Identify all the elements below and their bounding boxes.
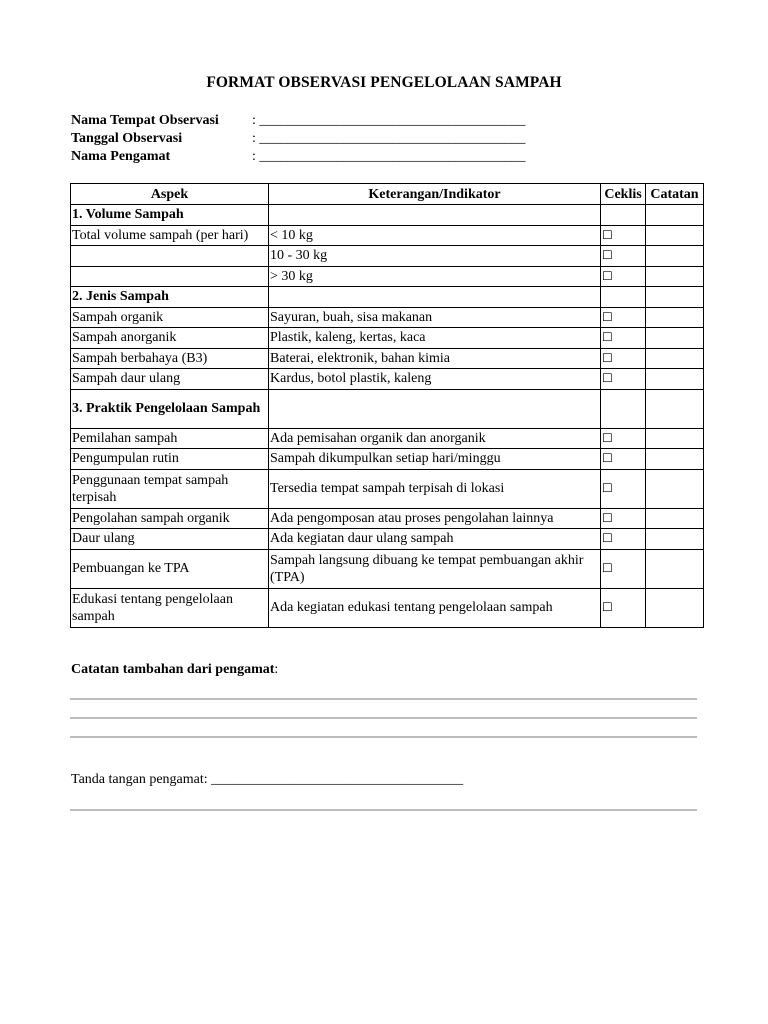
notes-line-2[interactable]	[70, 717, 697, 719]
table-row	[71, 266, 704, 287]
checkbox	[601, 205, 646, 226]
cell-indikator: > 30 kg	[269, 266, 601, 287]
table-row	[71, 469, 704, 508]
column-header-ceklis: Ceklis	[601, 184, 646, 205]
table-row	[71, 389, 704, 428]
table-row	[71, 348, 704, 369]
cell-indikator: < 10 kg	[269, 225, 601, 246]
table-body	[71, 205, 704, 628]
cell-indikator	[269, 205, 601, 226]
cell-catatan[interactable]	[646, 225, 704, 246]
cell-aspek: Pengolahan sampah organik	[71, 508, 269, 529]
cell-indikator: Tersedia tempat sampah terpisah di lokasi	[269, 469, 601, 508]
table-row	[71, 508, 704, 529]
cell-indikator: Sampah dikumpulkan setiap hari/minggu	[269, 449, 601, 470]
column-header-catatan: Catatan	[646, 184, 704, 205]
checkbox[interactable]: ☐	[601, 348, 646, 369]
checkbox[interactable]: ☐	[601, 529, 646, 550]
checkbox[interactable]: ☐	[601, 246, 646, 267]
cell-catatan[interactable]	[646, 588, 704, 627]
table-row	[71, 225, 704, 246]
cell-indikator: 10 - 30 kg	[269, 246, 601, 267]
table-row	[71, 588, 704, 627]
cell-catatan[interactable]	[646, 549, 704, 588]
table-row	[71, 246, 704, 267]
cell-aspek: Sampah anorganik	[71, 328, 269, 349]
table-header-row	[71, 184, 704, 205]
info-row-observer	[71, 148, 525, 166]
table-row	[71, 328, 704, 349]
observation-info	[71, 112, 525, 166]
cell-aspek: Edukasi tentang pengelolaan sampah	[71, 588, 269, 627]
table-row	[71, 449, 704, 470]
checkbox[interactable]: ☐	[601, 588, 646, 627]
cell-aspek: 1. Volume Sampah	[71, 205, 269, 226]
checkbox[interactable]: ☐	[601, 549, 646, 588]
checkbox[interactable]: ☐	[601, 449, 646, 470]
cell-catatan[interactable]	[646, 469, 704, 508]
cell-catatan	[646, 389, 704, 428]
cell-catatan	[646, 287, 704, 308]
cell-catatan	[646, 205, 704, 226]
info-label: Nama Tempat Observasi	[71, 113, 219, 128]
checkbox	[601, 287, 646, 308]
cell-catatan[interactable]	[646, 307, 704, 328]
cell-indikator	[269, 287, 601, 308]
cell-aspek: Sampah berbahaya (B3)	[71, 348, 269, 369]
cell-aspek: Pemilahan sampah	[71, 428, 269, 449]
cell-indikator	[269, 389, 601, 428]
cell-aspek: 3. Praktik Pengelolaan Sampah	[71, 389, 269, 428]
cell-catatan[interactable]	[646, 266, 704, 287]
info-value-blank: : ______________________________________	[252, 113, 526, 128]
signature-underline	[70, 809, 697, 811]
table-row	[71, 369, 704, 390]
cell-catatan[interactable]	[646, 508, 704, 529]
checkbox[interactable]: ☐	[601, 225, 646, 246]
cell-catatan[interactable]	[646, 428, 704, 449]
cell-aspek: Daur ulang	[71, 529, 269, 550]
cell-aspek: Sampah daur ulang	[71, 369, 269, 390]
checkbox[interactable]: ☐	[601, 469, 646, 508]
checkbox[interactable]: ☐	[601, 369, 646, 390]
checkbox	[601, 389, 646, 428]
table-row	[71, 287, 704, 308]
cell-aspek: Pengumpulan rutin	[71, 449, 269, 470]
info-label: Tanggal Observasi	[71, 131, 183, 146]
table-row	[71, 428, 704, 449]
table-row	[71, 549, 704, 588]
cell-indikator: Baterai, elektronik, bahan kimia	[269, 348, 601, 369]
notes-line-3[interactable]	[70, 736, 697, 738]
cell-catatan[interactable]	[646, 246, 704, 267]
cell-indikator: Ada pemisahan organik dan anorganik	[269, 428, 601, 449]
cell-catatan[interactable]	[646, 449, 704, 470]
info-row-date	[71, 130, 525, 148]
cell-aspek: Penggunaan tempat sampah terpisah	[71, 469, 269, 508]
cell-aspek: Pembuangan ke TPA	[71, 549, 269, 588]
column-header-indikator: Keterangan/Indikator	[269, 184, 601, 205]
cell-catatan[interactable]	[646, 328, 704, 349]
table-row	[71, 307, 704, 328]
checkbox[interactable]: ☐	[601, 307, 646, 328]
table-row	[71, 205, 704, 226]
column-header-aspek: Aspek	[71, 184, 269, 205]
checkbox[interactable]: ☐	[601, 508, 646, 529]
cell-aspek	[71, 266, 269, 287]
observation-table	[70, 183, 704, 628]
checkbox[interactable]: ☐	[601, 266, 646, 287]
notes-line-1[interactable]	[70, 698, 697, 700]
cell-catatan[interactable]	[646, 529, 704, 550]
document-title: FORMAT OBSERVASI PENGELOLAAN SAMPAH	[206, 74, 562, 91]
cell-aspek: Sampah organik	[71, 307, 269, 328]
cell-aspek: Total volume sampah (per hari)	[71, 225, 269, 246]
cell-catatan[interactable]	[646, 348, 704, 369]
cell-indikator: Sayuran, buah, sisa makanan	[269, 307, 601, 328]
notes-label-text: Catatan tambahan dari pengamat	[71, 662, 275, 677]
cell-indikator: Ada kegiatan edukasi tentang pengelolaan sampah	[269, 588, 601, 627]
signature-field[interactable]: Tanda tangan pengamat: ____________________________________	[71, 772, 464, 787]
table-row	[71, 529, 704, 550]
cell-indikator: Ada pengomposan atau proses pengolahan lainnya	[269, 508, 601, 529]
cell-indikator: Kardus, botol plastik, kaleng	[269, 369, 601, 390]
cell-catatan[interactable]	[646, 369, 704, 390]
info-row-place	[71, 112, 525, 130]
info-value-blank: : ______________________________________	[252, 131, 526, 146]
info-label: Nama Pengamat	[71, 149, 171, 164]
cell-indikator: Sampah langsung dibuang ke tempat pembuangan akhir (TPA)	[269, 549, 601, 588]
cell-aspek: 2. Jenis Sampah	[71, 287, 269, 308]
info-value-blank: : ______________________________________	[252, 149, 526, 164]
cell-aspek	[71, 246, 269, 267]
cell-indikator: Plastik, kaleng, kertas, kaca	[269, 328, 601, 349]
cell-indikator: Ada kegiatan daur ulang sampah	[269, 529, 601, 550]
notes-label-colon: :	[274, 662, 279, 677]
notes-label	[71, 662, 278, 678]
checkbox[interactable]: ☐	[601, 328, 646, 349]
checkbox[interactable]: ☐	[601, 428, 646, 449]
